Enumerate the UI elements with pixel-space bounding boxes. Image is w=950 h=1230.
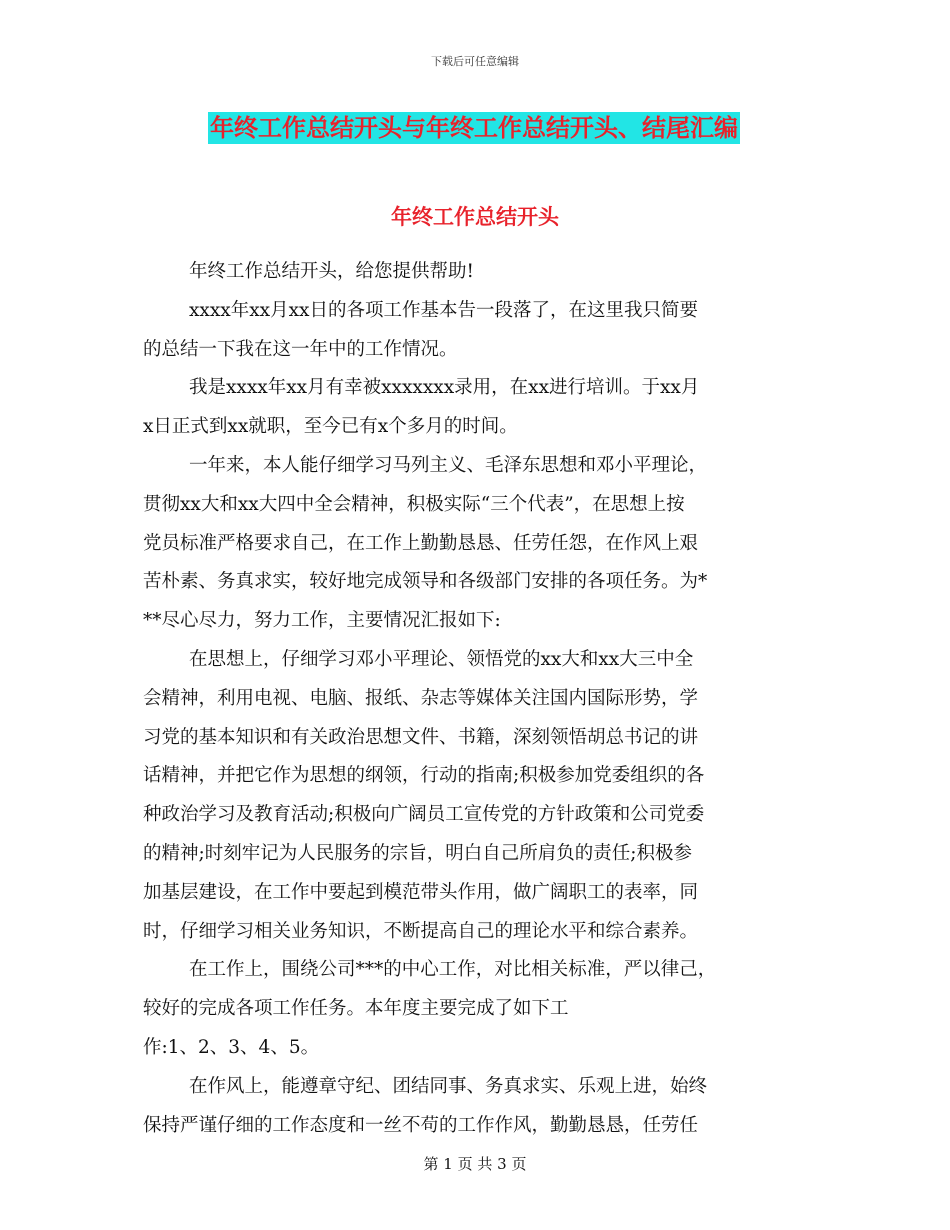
paragraph-line: 的总结一下我在这一年中的工作情况。 bbox=[143, 338, 458, 360]
paragraph-line: 我是xxxx年xx月有幸被xxxxxxx录用，在xx进行培训。于xx月 bbox=[189, 377, 700, 399]
section-title: 年终工作总结开头 bbox=[391, 205, 559, 229]
paragraph-line: 党员标准严格要求自己，在工作上勤勤恳恳、任劳任怨，在作风上艰 bbox=[143, 532, 699, 554]
paragraph-line: 的精神;时刻牢记为人民服务的宗旨，明白自己所肩负的责任;积极参 bbox=[143, 842, 692, 864]
paragraph-line: 在作风上，能遵章守纪、团结同事、务真求实、乐观上进，始终 bbox=[189, 1075, 708, 1097]
main-title: 年终工作总结开头与年终工作总结开头、结尾汇编 bbox=[210, 114, 738, 142]
paragraph-line: 话精神，并把它作为思想的纲领，行动的指南;积极参加党委组织的各 bbox=[143, 765, 705, 787]
paragraph-line: **尽心尽力，努力工作，主要情况汇报如下: bbox=[143, 610, 501, 632]
paragraph-line: 苦朴素、务真求实，较好地完成领导和各级部门安排的各项任务。为* bbox=[143, 571, 708, 593]
paragraph-line: x日正式到xx就职，至今已有x个多月的时间。 bbox=[143, 416, 518, 438]
paragraph-line: 在思想上，仔细学习邓小平理论、领悟党的xx大和xx大三中全 bbox=[189, 648, 694, 670]
header-note: 下载后可任意编辑 bbox=[431, 55, 519, 68]
paragraph-line: 会精神，利用电视、电脑、报纸、杂志等媒体关注国内国际形势，学 bbox=[143, 687, 699, 709]
paragraph-line: 在工作上，围绕公司***的中心工作，对比相关标准，严以律己， bbox=[189, 959, 717, 981]
paragraph-line: 保持严谨仔细的工作态度和一丝不苟的工作作风，勤勤恳恳，任劳任 bbox=[143, 1114, 699, 1136]
body-text bbox=[143, 253, 810, 1145]
paragraph-line: 较好的完成各项工作任务。本年度主要完成了如下工 bbox=[143, 998, 569, 1020]
paragraph-line: 一年来，本人能仔细学习马列主义、毛泽东思想和邓小平理论， bbox=[189, 454, 708, 476]
paragraph-line: xxxx年xx月xx日的各项工作基本告一段落了，在这里我只简要 bbox=[189, 299, 698, 321]
paragraph-line: 种政治学习及教育活动;积极向广阔员工宣传党的方针政策和公司党委 bbox=[143, 804, 705, 826]
paragraph-line: 年终工作总结开头，给您提供帮助! bbox=[189, 261, 474, 282]
paragraph-line: 贯彻xx大和xx大四中全会精神，积极实际“三个代表”，在思想上按 bbox=[143, 493, 685, 515]
paragraph-line: 加基层建设，在工作中要起到模范带头作用，做广阔职工的表率，同 bbox=[143, 881, 699, 903]
paragraph-line: 时，仔细学习相关业务知识，不断提高自己的理论水平和综合素养。 bbox=[143, 920, 699, 942]
page-indicator: 第 1 页 共 3 页 bbox=[423, 1155, 527, 1173]
paragraph-line: 作:1、2、3、4、5。 bbox=[143, 1036, 320, 1058]
paragraph-line: 习党的基本知识和有关政治思想文件、书籍，深刻领悟胡总书记的讲 bbox=[143, 726, 699, 748]
